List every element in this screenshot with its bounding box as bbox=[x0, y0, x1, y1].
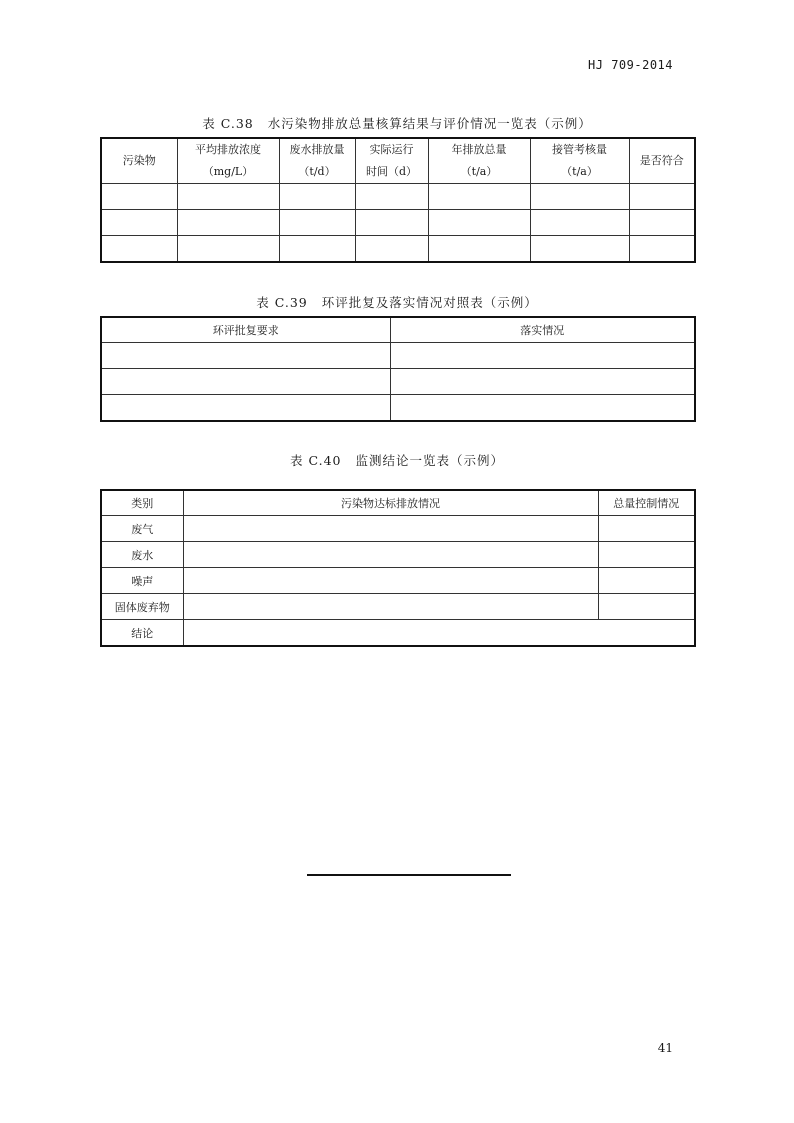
table-cell bbox=[279, 184, 355, 210]
table-header-row bbox=[101, 317, 695, 343]
table-cell bbox=[355, 236, 428, 263]
table-header-row bbox=[101, 490, 695, 516]
table-c38-caption bbox=[100, 114, 694, 132]
caption-title: 监测结论一览表（示例） bbox=[355, 453, 504, 468]
table-row bbox=[101, 395, 695, 422]
table-cell bbox=[279, 236, 355, 263]
caption-title: 水污染物排放总量核算结果与评价情况一览表（示例） bbox=[267, 116, 592, 131]
column-header-intake-quota: 接管考核量 （t/a） bbox=[530, 138, 629, 184]
table-c39 bbox=[100, 316, 696, 422]
table-cell bbox=[101, 369, 390, 395]
table-row bbox=[101, 542, 695, 568]
column-header-discharge-compliance: 污染物达标排放情况 bbox=[183, 490, 598, 516]
table-row bbox=[101, 568, 695, 594]
table-cell bbox=[101, 184, 177, 210]
column-header-wastewater-volume: 废水排放量 （t/d） bbox=[279, 138, 355, 184]
table-cell bbox=[177, 236, 279, 263]
table-c40 bbox=[100, 489, 696, 647]
table-cell bbox=[598, 568, 695, 594]
column-header-category: 类别 bbox=[101, 490, 183, 516]
table-cell bbox=[390, 369, 695, 395]
table-header-row bbox=[101, 138, 695, 184]
table-cell bbox=[355, 184, 428, 210]
caption-number: 表 C.39 bbox=[256, 295, 308, 310]
caption-number: 表 C.38 bbox=[202, 116, 254, 131]
table-cell bbox=[177, 210, 279, 236]
table-row bbox=[101, 620, 695, 647]
table-cell bbox=[530, 184, 629, 210]
table-cell bbox=[530, 210, 629, 236]
row-label-solid-waste: 固体废弃物 bbox=[101, 594, 183, 620]
table-cell bbox=[101, 210, 177, 236]
table-cell bbox=[598, 516, 695, 542]
table-cell bbox=[183, 568, 598, 594]
row-label-waste-gas: 废气 bbox=[101, 516, 183, 542]
row-label-noise: 噪声 bbox=[101, 568, 183, 594]
caption-title: 环评批复及落实情况对照表（示例） bbox=[321, 295, 538, 310]
table-cell bbox=[428, 210, 530, 236]
table-cell bbox=[428, 184, 530, 210]
table-row bbox=[101, 369, 695, 395]
caption-number: 表 C.40 bbox=[290, 453, 342, 468]
table-row bbox=[101, 210, 695, 236]
table-row bbox=[101, 516, 695, 542]
column-header-avg-concentration: 平均排放浓度 （mg/L） bbox=[177, 138, 279, 184]
table-row bbox=[101, 236, 695, 263]
table-cell bbox=[390, 343, 695, 369]
table-cell bbox=[629, 210, 695, 236]
column-header-eia-requirement: 环评批复要求 bbox=[101, 317, 390, 343]
standard-code: HJ 709-2014 bbox=[588, 58, 673, 72]
table-cell bbox=[530, 236, 629, 263]
table-cell bbox=[390, 395, 695, 422]
column-header-implementation: 落实情况 bbox=[390, 317, 695, 343]
column-header-pollutant: 污染物 bbox=[101, 138, 177, 184]
column-header-total-control: 总量控制情况 bbox=[598, 490, 695, 516]
table-row bbox=[101, 343, 695, 369]
table-cell bbox=[598, 594, 695, 620]
table-cell bbox=[101, 395, 390, 422]
table-c40-caption bbox=[100, 451, 694, 469]
table-cell bbox=[428, 236, 530, 263]
column-header-operating-time: 实际运行 时间（d） bbox=[355, 138, 428, 184]
table-cell bbox=[101, 343, 390, 369]
footer-rule bbox=[307, 874, 511, 876]
table-cell bbox=[183, 542, 598, 568]
column-header-compliance: 是否符合 bbox=[629, 138, 695, 184]
table-cell bbox=[183, 620, 695, 647]
column-header-annual-total: 年排放总量 （t/a） bbox=[428, 138, 530, 184]
table-cell bbox=[629, 236, 695, 263]
table-c38 bbox=[100, 137, 696, 263]
table-c39-caption bbox=[100, 293, 694, 311]
table-cell bbox=[183, 516, 598, 542]
row-label-waste-water: 废水 bbox=[101, 542, 183, 568]
table-cell bbox=[355, 210, 428, 236]
table-cell bbox=[598, 542, 695, 568]
table-cell bbox=[177, 184, 279, 210]
table-cell bbox=[183, 594, 598, 620]
page-number: 41 bbox=[657, 1041, 673, 1055]
table-cell bbox=[101, 236, 177, 263]
table-row bbox=[101, 594, 695, 620]
table-cell bbox=[629, 184, 695, 210]
row-label-conclusion: 结论 bbox=[101, 620, 183, 647]
table-row bbox=[101, 184, 695, 210]
table-cell bbox=[279, 210, 355, 236]
